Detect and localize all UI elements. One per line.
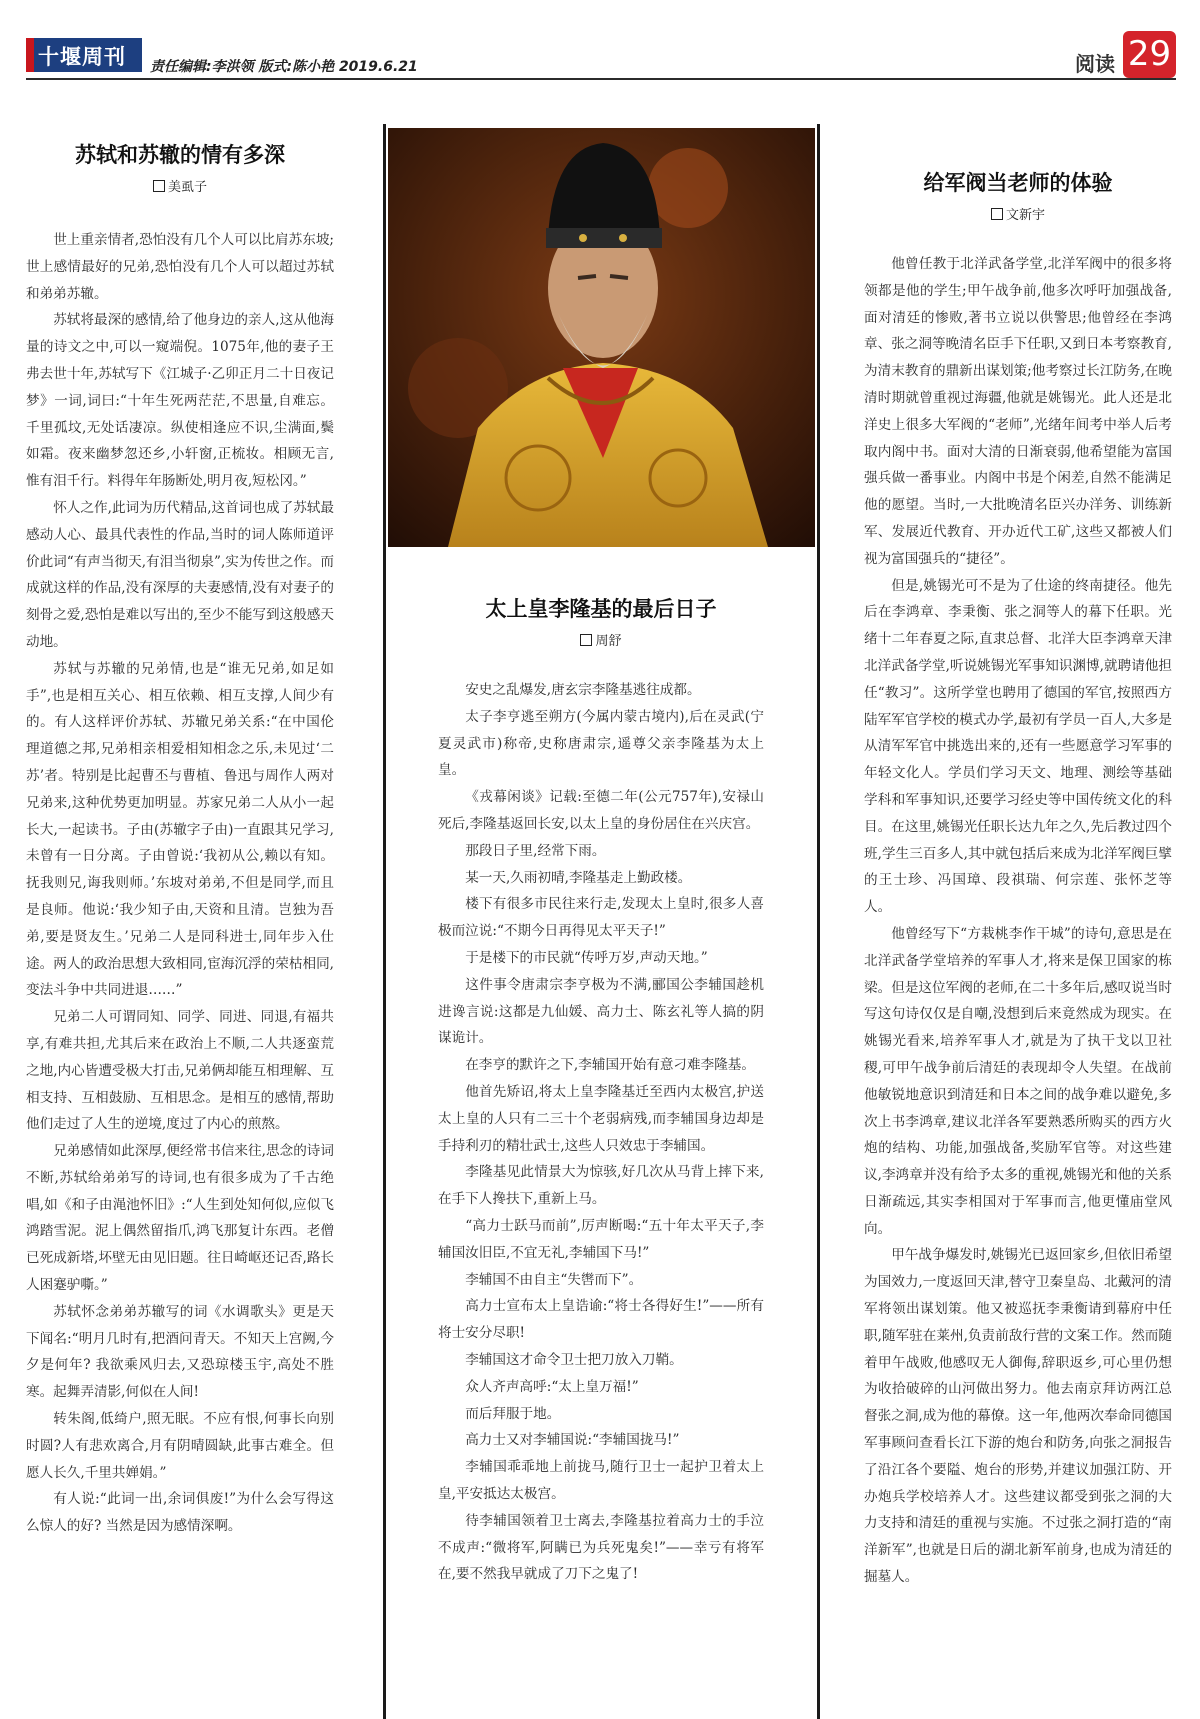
header-rule bbox=[26, 78, 1176, 80]
paragraph: 而后拜服于地。 bbox=[465, 1405, 561, 1422]
paragraph: 在李亨的默许之下,李辅国开始有意刁难李隆基。 bbox=[465, 1057, 755, 1074]
paragraph: 《戎幕闲谈》记载:至德二年(公元757年),安禄山死后,李隆基返回长安,以太上皇的身份居住在兴庆宫。 bbox=[438, 789, 764, 832]
editor-line: 责任编辑:李洪领 版式:陈小艳 2019.6.21 bbox=[150, 59, 418, 75]
paragraph: 李辅国乖乖地上前拢马,随行卫士一起护卫着太上皇,平安抵达太极宫。 bbox=[438, 1459, 764, 1502]
paragraph: 这件事令唐肃宗李亨极为不满,郦国公李辅国趁机进谗言说:这都是九仙媛、高力士、陈玄礼等人搞的阴谋诡计。 bbox=[438, 976, 764, 1047]
author-box-icon bbox=[991, 208, 1003, 220]
article-author bbox=[26, 176, 334, 195]
author-box-icon bbox=[580, 634, 592, 646]
page-number-badge: 29 bbox=[1123, 31, 1176, 78]
paragraph: “高力士跃马而前”,厉声断喝:“五十年太平天子,李辅国汝旧臣,不宜无礼,李辅国下马!” bbox=[438, 1217, 764, 1261]
paragraph: 某一天,久雨初晴,李隆基走上勤政楼。 bbox=[465, 869, 692, 886]
article-title: 苏轼和苏辙的情有多深 bbox=[75, 142, 285, 167]
paragraph: 他首先矫诏,将太上皇李隆基迁至西内太极宫,护送太上皇的人只有二三十个老弱病残,而李辅国身边却是手持利刃的精壮武士,这些人只效忠于李辅国。 bbox=[438, 1083, 764, 1154]
author-name: 周舒 bbox=[595, 634, 622, 649]
author-name: 文新宇 bbox=[1005, 208, 1045, 223]
paragraph: 他曾任教于北洋武备学堂,北洋军阀中的很多将领都是他的学生;甲午战争前,他多次呼吁加强战备,面对清廷的惨败,著书立说以供警思;他曾经在李鸿章、张之洞等晚清名臣手下任职,又到日本考察教育,为清末教育的鼎新出谋划策;他考察过长江防务,在晚清时期就曾重视过海疆,他就是姚锡光。此人还是北洋史上很多大军阀的“老师”,光绪年间考中举人后考取内阁中书。面对大清的日渐衰弱,他希望能为富国强兵做一番事业。内阁中书是个闲差,自然不能满足他的愿望。当时,一大批晚清名臣兴办洋务、训练新军、发展近代教育、开办近代工矿,这些又都被人们视为富国强兵的“捷径”。 bbox=[864, 256, 1172, 567]
article-title: 给军阀当老师的体验 bbox=[923, 170, 1113, 195]
paragraph: 有人说:“此词一出,余词俱废!”为什么会写得这么惊人的好? 当然是因为感情深啊。 bbox=[26, 1491, 334, 1535]
paragraph: 李辅国不由自主“失辔而下”。 bbox=[465, 1271, 643, 1288]
paragraph: 于是楼下的市民就“传呼万岁,声动天地。” bbox=[465, 949, 708, 966]
paragraph: 转朱阁,低绮户,照无眠。不应有恨,何事长向别时圆?人有悲欢离合,月有阴晴圆缺,此事古难全。但愿人长久,千里共婵娟。” bbox=[26, 1411, 334, 1481]
left-article bbox=[26, 140, 334, 1540]
paragraph: 苏轼与苏辙的兄弟情,也是“谁无兄弟,如足如手”,也是相互关心、相互依赖、相互支撑,人间少有的。有人这样评价苏轼、苏辙兄弟关系:“在中国伦理道德之邦,兄弟相亲相爱相知相念之乐,未见过‘二苏’者。特别是比起曹丕与曹植、鲁迅与周作人两对兄弟来,这种优势更加明显。苏家兄弟二人从小一起长大,一起读书。子由(苏辙字子由)一直跟其兄学习,未曾有一日分离。子由曾说:‘我初从公,赖以有知。抚我则兄,诲我则师。’东坡对弟弟,不但是同学,而且是良师。他说:‘我少知子由,天资和且清。岂独为吾弟,要是贤友生。’兄弟二人是同科进士,同年步入仕途。两人的政治思想大致相同,宦海沉浮的荣枯相同,变法斗争中共同进退……” bbox=[26, 660, 334, 999]
paragraph: 苏轼怀念弟弟苏辙写的词《水调歌头》更是天下闻名:“明月几时有,把酒问青天。不知天上宫阙,今夕是何年? 我欲乘风归去,又恐琼楼玉宇,高处不胜寒。起舞弄清影,何似在人间! bbox=[26, 1303, 334, 1401]
paragraph: 他曾经写下“方栽桃李作干城”的诗句,意思是在北洋武备学堂培养的军事人才,将来是保卫国家的栋梁。但是这位军阀的老师,在二十多年后,感叹说当时写这句诗仅仅是自嘲,没想到后来竟然成为现实。在姚锡光看来,培养军事人才,就是为了执干戈以卫社稷,可甲午战争前后清廷的表现却令人失望。在战前他敏锐地意识到清廷和日本之间的战争难以避免,多次上书李鸿章,建议北洋各军要熟悉所购买的西方火炮的结构、功能,加强战备,奖励军官等。对这些建议,李鸿章并没有给予太多的重视,姚锡光和他的关系日渐疏远,其实李相国对于军事而言,他更懂庙堂风向。 bbox=[864, 925, 1172, 1237]
paragraph: 高力士又对李辅国说:“李辅国拢马!” bbox=[465, 1432, 680, 1449]
emperor-photo bbox=[388, 128, 815, 547]
middle-article bbox=[383, 124, 820, 1719]
article-title: 太上皇李隆基的最后日子 bbox=[485, 596, 717, 621]
right-article bbox=[864, 168, 1172, 1591]
paragraph: 怀人之作,此词为历代精品,这首词也成了苏轼最感动人心、最具代表性的作品,当时的词人陈师道评价此词“有声当彻天,有泪当彻泉”,实为传世之作。而成就这样的作品,没有深厚的夫妻感情,没有对妻子的刻骨之爱,恐怕是难以写出的,至少不能写到这般感天动地。 bbox=[26, 499, 335, 650]
paragraph: 世上重亲情者,恐怕没有几个人可以比肩苏东坡;世上感情最好的兄弟,恐怕没有几个人可以超过苏轼和弟弟苏辙。 bbox=[26, 232, 334, 302]
section-name: 阅读 bbox=[1075, 52, 1115, 76]
article-author bbox=[438, 630, 764, 649]
article-body bbox=[26, 227, 334, 1540]
paragraph: 甲午战争爆发时,姚锡光已返回家乡,但依旧希望为国效力,一度返回天津,替守卫秦皇岛、北戴河的清军将领出谋划策。他又被巡抚李秉衡请到幕府中任职,随军驻在莱州,负责前敌行营的文案工作。然而随着甲午战败,他感叹无人御侮,辞职返乡,可心里仍想为收拾破碎的山河做出努力。他去南京拜访两江总督张之洞,成为他的幕僚。这一年,他两次奉命同德国军事顾问查看长江下游的炮台和防务,向张之洞报告了沿江各个要隘、炮台的形势,并建议加强江防、开办炮兵学校培养人才。这些建议都受到张之洞的大力支持和清廷的重视与实施。不过张之洞打造的“南洋新军”,也就是日后的湖北新军前身,也成为清廷的掘墓人。 bbox=[864, 1247, 1172, 1586]
middle-article-text bbox=[438, 594, 764, 1588]
author-name: 美虱子 bbox=[167, 180, 207, 195]
newspaper-logo bbox=[26, 38, 142, 72]
paragraph: 安史之乱爆发,唐玄宗李隆基逃往成都。 bbox=[465, 682, 701, 698]
paragraph: 高力士宣布太上皇诰谕:“将士各得好生!”——所有将士安分尽职! bbox=[438, 1298, 764, 1342]
paragraph: 待李辅国领着卫士离去,李隆基拉着高力士的手泣不成声:“微将军,阿瞒已为兵死鬼矣!”——幸亏有将军在,要不然我早就成了刀下之鬼了! bbox=[438, 1512, 764, 1583]
paragraph: 太子李亨逃至朔方(今属内蒙古境内),后在灵武(宁夏灵武市)称帝,史称唐肃宗,遥尊父亲李隆基为太上皇。 bbox=[438, 708, 764, 779]
paragraph: 但是,姚锡光可不是为了仕途的终南捷径。他先后在李鸿章、李秉衡、张之洞等人的幕下任职。光绪十二年春夏之际,直隶总督、北洋大臣李鸿章天津北洋武备学堂,听说姚锡光军事知识渊博,就聘请他担任“教习”。这所学堂也聘用了德国的军官,按照西方陆军军官学校的模式办学,最初有学员一百人,大多是从清军军官中挑选出来的,还有一些愿意学习军事的年轻文化人。学员们学习天文、地理、测绘等基础学科和军事知识,还要学习经史等中国传统文化的科目。在这里,姚锡光任职长达九年之久,先后教过四个班,学生三百多人,其中就包括后来成为北洋军阀巨擘的王士珍、冯国璋、段祺瑞、何宗莲、张怀芝等人。 bbox=[864, 577, 1172, 916]
article-body bbox=[438, 677, 764, 1588]
paragraph: 楼下有很多市民往来行走,发现太上皇时,很多人喜极而泣说:“不期今日再得见太平天子!” bbox=[438, 896, 764, 940]
paragraph: 兄弟二人可谓同知、同学、同进、同退,有福共享,有难共担,尤其后来在政治上不顺,二人共逐蛮荒之地,内心皆遭受极大打击,兄弟俩却能互相理解、互相支持、互相鼓励、互相思念。是相互的感情,帮助他们走过了人生的逆境,度过了内心的煎熬。 bbox=[26, 1009, 334, 1133]
paragraph: 苏轼将最深的感情,给了他身边的亲人,这从他海量的诗文之中,可以一窥端倪。1075年,他的妻子王弗去世十年,苏轼写下《江城子·乙卯正月二十日夜记梦》一词,词曰:“十年生死两茫茫,不思量,自难忘。千里孤坟,无处话凄凉。纵使相逢应不识,尘满面,鬓如霜。夜来幽梦忽还乡,小轩窗,正梳妆。相顾无言,惟有泪千行。料得年年肠断处,明月夜,短松冈。” bbox=[26, 312, 334, 490]
paragraph: 众人齐声高呼:“太上皇万福!” bbox=[465, 1378, 639, 1395]
paragraph: 兄弟感情如此深厚,便经常书信来往,思念的诗词不断,苏轼给弟弟写的诗词,也有很多成为了千古绝唱,如《和子由渑池怀旧》:“人生到处知何似,应似飞鸿踏雪泥。泥上偶然留指爪,鸿飞那复计东西。老僧已死成新塔,坏壁无由见旧题。往日崎岖还记否,路长人困蹇驴嘶。” bbox=[26, 1143, 334, 1294]
article-body bbox=[864, 251, 1172, 1591]
article-author bbox=[864, 204, 1172, 223]
paragraph: 那段日子里,经常下雨。 bbox=[465, 842, 606, 859]
emperor-illustration bbox=[388, 128, 815, 547]
logo-red-bar bbox=[26, 38, 34, 72]
paragraph: 李辅国这才命令卫士把刀放入刀鞘。 bbox=[465, 1351, 683, 1368]
paragraph: 李隆基见此情景大为惊骇,好几次从马背上摔下来,在手下人搀扶下,重新上马。 bbox=[438, 1164, 764, 1208]
page-header bbox=[0, 0, 1200, 100]
logo-text: 十堰周刊 bbox=[38, 44, 126, 69]
author-box-icon bbox=[153, 180, 165, 192]
